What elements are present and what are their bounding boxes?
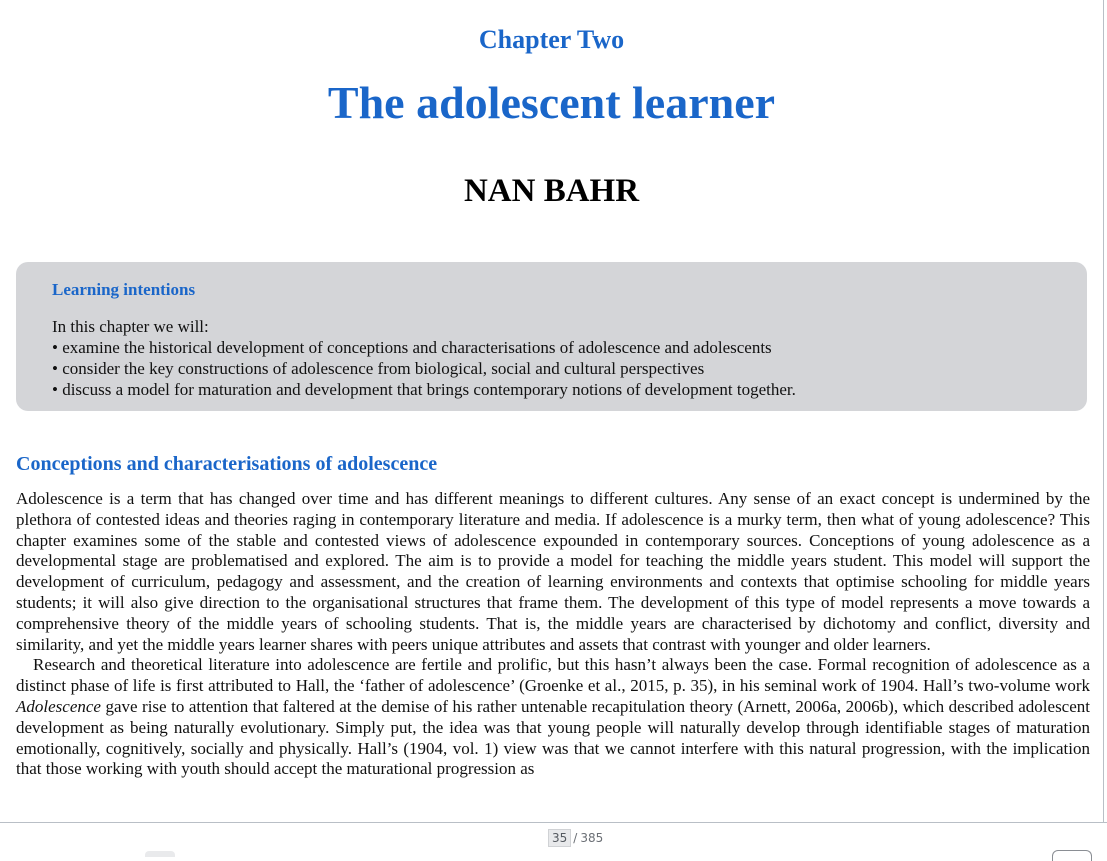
body-paragraph bbox=[16, 655, 1090, 780]
section-heading: Conceptions and characterisations of adolescence bbox=[16, 453, 438, 475]
learning-intention-item: • consider the key constructions of adolescence from biological, social and cultural perspectives bbox=[52, 358, 1051, 379]
author-name: NAN BAHR bbox=[463, 173, 640, 209]
learning-intention-item: • examine the historical development of conceptions and characterisations of adolescence and adolescents bbox=[52, 337, 1051, 358]
chapter-label: Chapter Two bbox=[478, 25, 625, 54]
learning-intentions-intro: In this chapter we will: bbox=[52, 317, 209, 336]
body-text-run: gave rise to attention that faltered at the demise of his rather untenable recapitulation theory (Arnett, 2006a, 2006b), which described adolescent development as being naturally evolutionary. Simply put, the idea was that young people will naturally develop through identifiable stages of maturation emotionally, cognitively, socially and physically. Hall’s (1904, vol. 1) view was that we cannot interfere with this natural progression, with the implication that those working with youth should accept the maturational progression as bbox=[16, 696, 1090, 779]
learning-intention-item: • discuss a model for maturation and development that brings contemporary notions of development together. bbox=[52, 379, 1051, 400]
learning-intentions-list bbox=[52, 337, 1051, 400]
learning-intentions-heading: Learning intentions bbox=[52, 280, 196, 299]
current-page-input[interactable]: 35 bbox=[548, 829, 571, 847]
total-pages: 385 bbox=[580, 831, 604, 845]
body-paragraph: Adolescence is a term that has changed over time and has different meanings to different cultures. Any sense of an exact concept is undermined by the plethora of contested ideas and theories raging in contemporary literature and media. If adolescence is a murky term, then what of young adolescence? This chapter examines some of the stable and contested views of adolescence expounded in contemporary sources. Conceptions of young adolescence as a developmental stage are problematised and explored. The aim is to provide a model for teaching the middle years student. This model will support the development of curriculum, pedagogy and assessment, and the creation of learning environments and contexts that optimise schooling for middle years students; it will also give direction to the organisational structures that frame them. The development of this type of model represents a move towards a comprehensive theory of the middle years of schooling students. That is, the middle years are characterised by dichotomy and conflict, diversity and similarity, and yet the middle years learner shares with peers unique attributes and assets that contrast with younger and older learners. bbox=[16, 489, 1090, 654]
toolbar-tab-right[interactable] bbox=[1052, 850, 1092, 861]
page-edge-line bbox=[1103, 0, 1104, 822]
body-text bbox=[16, 489, 1090, 780]
footer-divider bbox=[0, 822, 1107, 823]
learning-intentions-box bbox=[16, 262, 1087, 411]
chapter-title: The adolescent learner bbox=[327, 77, 776, 128]
body-text-run: Research and theoretical literature into adolescence are fertile and prolific, but this hasn’t always been the case. Formal recognition of adolescence as a distinct phase of life is first attributed to Hall, the ‘father of adolescence’ (Groenke et al., 2015, p. 35), in his seminal work of 1904. Hall’s two-volume work bbox=[16, 655, 1090, 696]
page-indicator bbox=[548, 829, 603, 847]
book-title-italic: Adolescence bbox=[16, 696, 101, 716]
page-separator: / bbox=[573, 831, 578, 845]
toolbar-tab-left bbox=[145, 851, 175, 857]
